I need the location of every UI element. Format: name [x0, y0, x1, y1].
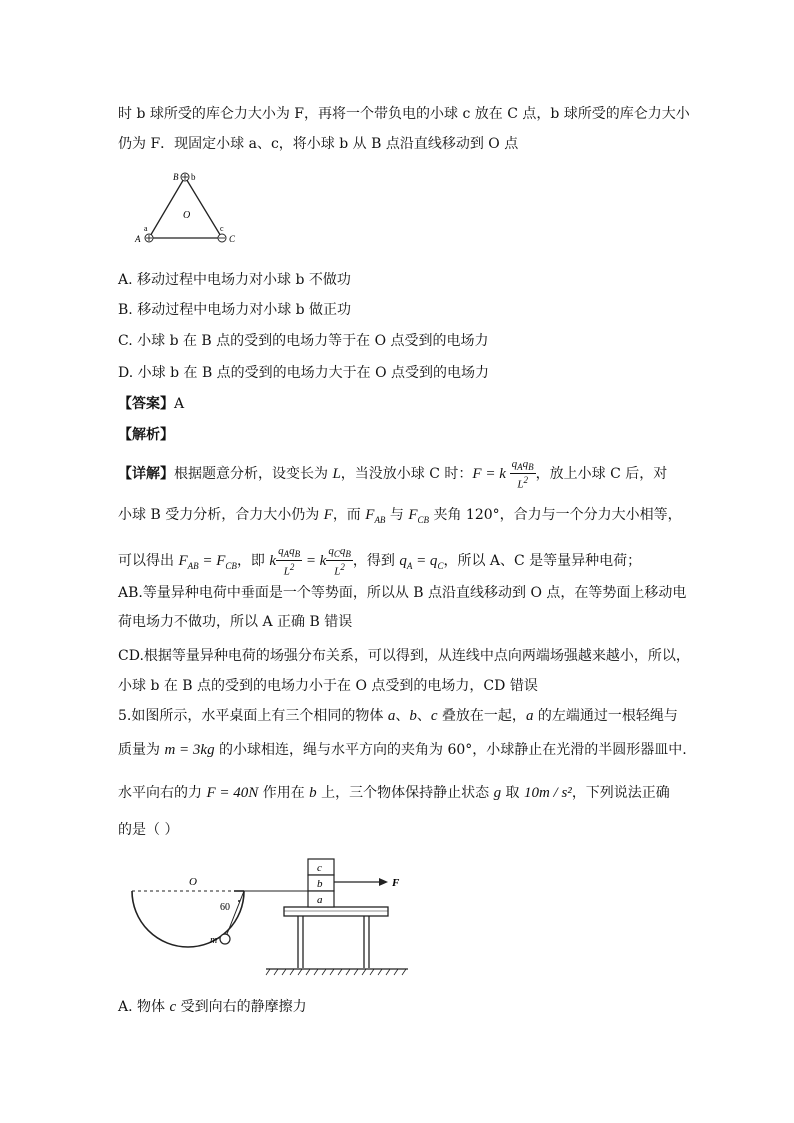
force-fcb: $F_{CB}$	[408, 507, 430, 525]
edge-ab	[149, 177, 185, 238]
detail-text: 小球 B 受力分析，合力大小仍为	[118, 507, 324, 523]
label-60: 60	[220, 902, 230, 913]
tabletop	[284, 907, 388, 916]
q5-line-2	[118, 740, 687, 760]
detail-text: ，即	[236, 552, 270, 569]
answer-label: 【答案】	[118, 396, 174, 412]
analysis-label: 【解析】	[118, 427, 174, 443]
q5-line-4: 的是（ ）	[118, 822, 179, 838]
intro-line-2: 仍为 F．现固定小球 a、c，将小球 b 从 B 点沿直线移动到 O 点	[118, 136, 519, 152]
var-L: L	[332, 465, 341, 482]
label-block-b: b	[317, 878, 323, 890]
label-C: C	[229, 234, 236, 244]
var-b: b	[409, 708, 417, 724]
detail-text: 与	[385, 507, 409, 523]
arrow-head-icon	[379, 878, 388, 886]
detail-text: ，所以 A、C 是等量异种电荷；	[443, 552, 642, 569]
q5-opt-text: 受到向右的静摩擦力	[176, 999, 307, 1015]
label-m: m	[210, 935, 218, 946]
label-block-c: c	[317, 862, 322, 874]
q5-text: 的左端通过一根轻绳与	[533, 708, 678, 724]
q5-text: 质量为	[118, 742, 165, 758]
equation-qa-qc: $q_A = q_C$	[399, 552, 444, 571]
q5-text: 叠放在一起，	[437, 708, 526, 724]
intro-line-1: 时 b 球所受的库仑力大小为 F，再将一个带负电的小球 c 放在 C 点，b 球所受的库仑力大小	[118, 106, 690, 122]
detail-text: ，放上小球 C 后，对	[535, 465, 668, 482]
q5-text: 、	[416, 708, 431, 724]
detail-line-4: AB.等量异种电荷中垂面是一个等势面，所以从 B 点沿直线移动到 O 点，在等势面上移动电	[118, 585, 687, 601]
q5-option-a	[118, 997, 307, 1017]
edge-bc	[185, 177, 222, 238]
q5-text: 作用在	[258, 785, 310, 801]
detail-line-7: 小球 b 在 B 点的受到的电场力小于在 O 点受到的电场力，CD 错误	[118, 678, 538, 694]
label-c: c	[220, 224, 224, 233]
detail-text: ，而	[332, 507, 366, 523]
var-F: F	[323, 507, 333, 523]
detail-line-5: 荷电场力不做功，所以 A 正确 B 错误	[118, 614, 353, 630]
option-d: D. 小球 b 在 B 点的受到的电场力大于在 O 点受到的电场力	[118, 365, 490, 381]
label-b: b	[191, 172, 196, 182]
answer	[118, 394, 184, 414]
gravity-value: 10m / s²	[523, 785, 572, 801]
mass-value: m = 3kg	[164, 742, 215, 758]
label-O2: O	[189, 876, 197, 888]
q5-line-3	[118, 783, 670, 803]
force-value: F = 40N	[206, 785, 259, 801]
q5-text: 5.如图所示，水平桌面上有三个相同的物体	[118, 708, 388, 724]
q5-text: 、	[395, 708, 410, 724]
label-a: a	[144, 224, 148, 233]
detail-text: 夹角 120°，合力与一个分力大小相等，	[429, 507, 682, 523]
q5-text: 上，三个物体保持静止状态	[316, 785, 494, 801]
q5-text: ，下列说法正确	[571, 785, 670, 801]
var-c: c	[169, 999, 177, 1015]
answer-value: A	[174, 396, 185, 412]
detail-text: ，得到	[352, 552, 400, 569]
var-b: b	[309, 785, 317, 801]
detail-text: 根据题意分析，设变长为	[174, 465, 333, 482]
force-fab: $F_{AB}$	[365, 507, 386, 525]
detail-text: ，当没放小球 C 时：	[340, 465, 473, 482]
ground-hatch	[266, 969, 406, 975]
q5-line-1	[118, 706, 678, 726]
var-c: c	[430, 708, 438, 724]
q5-opt-text: A. 物体	[118, 999, 170, 1015]
equation-fab-fcb: $F_{AB} = F_{CB}$	[178, 552, 237, 571]
detail-line-2	[118, 505, 682, 530]
label-B: B	[173, 172, 179, 182]
option-b: B. 移动过程中电场力对小球 b 做正功	[118, 302, 352, 318]
detail-line-3	[118, 545, 641, 578]
var-a: a	[525, 708, 534, 724]
detail-line-1	[118, 458, 667, 491]
detail-label: 【详解】	[118, 465, 174, 482]
option-c: C. 小球 b 在 B 点的受到的电场力等于在 O 点受到的电场力	[118, 333, 489, 349]
var-g: g	[493, 785, 502, 801]
q5-text: 的小球相连，绳与水平方向的夹角为 60°，小球静止在光滑的半圆形器皿中.	[214, 742, 687, 758]
q5-text: 水平向右的力	[118, 785, 207, 801]
bowl-table-figure	[126, 852, 416, 982]
label-block-a: a	[317, 894, 323, 906]
label-O: O	[183, 210, 191, 221]
triangle-figure	[128, 168, 248, 250]
option-a: A. 移动过程中电场力对小球 b 不做功	[118, 272, 351, 288]
ball-m-icon	[220, 934, 230, 944]
label-A: A	[135, 234, 141, 244]
coulomb-formula: F = k $\frac{q_Aq_B}{L^2}$	[472, 458, 534, 491]
var-a: a	[387, 708, 396, 724]
detail-line-6: CD.根据等量异种电荷的场强分布关系，可以得到，从连线中点向两端场强越来越小，所以，	[118, 648, 690, 664]
detail-text: 可以得出	[118, 552, 179, 569]
q5-text: 取	[501, 785, 524, 801]
equation-coulomb-equal: k $\frac{q_Aq_B}{L^2}$ = k $\frac{q_Cq_B}{L^2}$	[269, 545, 351, 578]
label-F: F	[392, 877, 400, 889]
